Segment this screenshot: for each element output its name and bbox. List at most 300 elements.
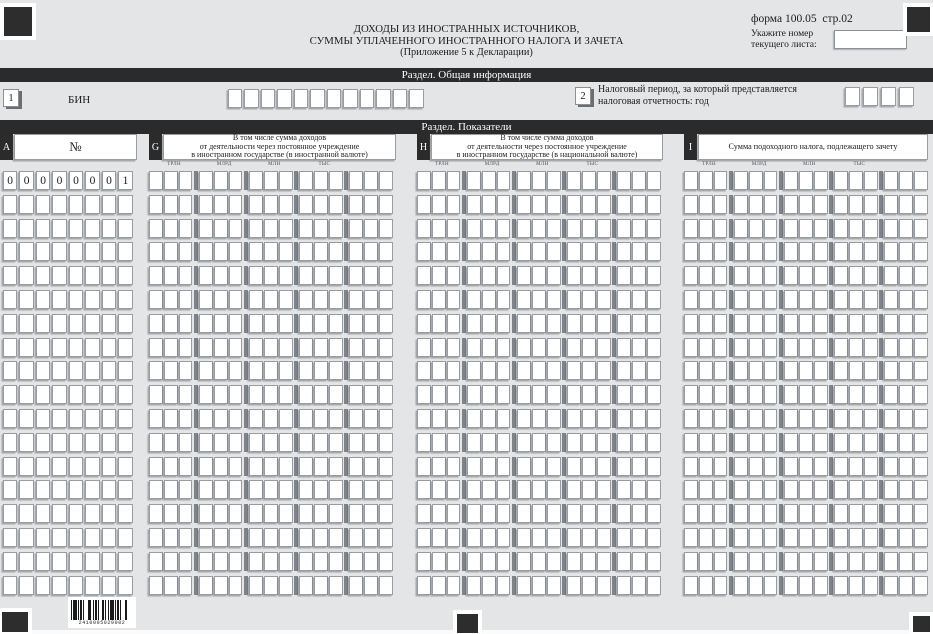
digit-cell[interactable]	[102, 195, 116, 214]
digit-cell[interactable]	[229, 290, 243, 309]
digit-cell[interactable]	[734, 361, 748, 380]
digit-cell[interactable]	[229, 171, 243, 190]
digit-cell[interactable]	[764, 266, 778, 285]
digit-cell[interactable]	[299, 290, 313, 309]
digit-cell[interactable]	[229, 552, 243, 571]
digit-cell[interactable]	[617, 528, 631, 547]
digit-cell[interactable]	[417, 576, 431, 595]
digit-cell[interactable]	[734, 528, 748, 547]
digit-cell[interactable]	[329, 242, 343, 261]
digit-cell[interactable]	[899, 195, 913, 214]
digit-cell[interactable]	[749, 504, 763, 523]
digit-cell[interactable]	[497, 266, 511, 285]
digit-cell[interactable]	[764, 409, 778, 428]
digit-cell[interactable]	[914, 242, 928, 261]
digit-cell[interactable]	[617, 266, 631, 285]
digit-cell[interactable]	[784, 385, 798, 404]
digit-cell[interactable]	[849, 528, 863, 547]
digit-cell[interactable]	[899, 290, 913, 309]
digit-cell[interactable]	[279, 457, 293, 476]
digit-cell[interactable]	[849, 219, 863, 238]
digit-cell[interactable]	[799, 242, 813, 261]
digit-cell[interactable]	[899, 504, 913, 523]
digit-cell[interactable]	[834, 219, 848, 238]
digit-cell[interactable]	[582, 219, 596, 238]
digit-cell[interactable]	[349, 457, 363, 476]
digit-cell[interactable]	[749, 552, 763, 571]
digit-cell[interactable]	[118, 576, 132, 595]
digit-cell[interactable]	[36, 266, 50, 285]
digit-cell[interactable]	[814, 242, 828, 261]
digit-cell[interactable]	[432, 314, 446, 333]
digit-cell[interactable]	[299, 457, 313, 476]
digit-cell[interactable]	[52, 219, 66, 238]
digit-cell[interactable]	[264, 361, 278, 380]
digit-cell[interactable]	[360, 89, 374, 108]
digit-cell[interactable]	[279, 195, 293, 214]
digit-cell[interactable]	[52, 433, 66, 452]
digit-cell[interactable]	[447, 576, 461, 595]
digit-cell[interactable]	[834, 457, 848, 476]
digit-cell[interactable]	[52, 480, 66, 499]
digit-cell[interactable]	[799, 266, 813, 285]
digit-cell[interactable]	[597, 504, 611, 523]
digit-cell[interactable]	[432, 242, 446, 261]
digit-cell[interactable]	[899, 385, 913, 404]
digit-cell[interactable]	[118, 290, 132, 309]
digit-cell[interactable]	[3, 242, 17, 261]
digit-cell[interactable]	[229, 504, 243, 523]
digit-cell[interactable]	[914, 338, 928, 357]
digit-cell[interactable]	[214, 314, 228, 333]
digit-cell[interactable]	[497, 504, 511, 523]
digit-cell[interactable]	[3, 266, 17, 285]
digit-cell[interactable]	[517, 290, 531, 309]
digit-cell[interactable]	[52, 266, 66, 285]
digit-cell[interactable]	[52, 338, 66, 357]
digit-cell[interactable]	[432, 290, 446, 309]
digit-cell[interactable]	[864, 409, 878, 428]
digit-cell[interactable]	[19, 480, 33, 499]
digit-cell[interactable]	[69, 433, 83, 452]
digit-cell[interactable]	[467, 528, 481, 547]
digit-cell[interactable]	[249, 314, 263, 333]
digit-cell[interactable]	[567, 338, 581, 357]
digit-cell[interactable]	[547, 338, 561, 357]
digit-cell[interactable]	[102, 433, 116, 452]
digit-cell[interactable]	[364, 219, 378, 238]
digit-cell[interactable]	[349, 552, 363, 571]
digit-cell[interactable]	[517, 338, 531, 357]
digit-cell[interactable]	[149, 219, 163, 238]
digit-cell[interactable]	[814, 219, 828, 238]
digit-cell[interactable]	[597, 457, 611, 476]
digit-cell[interactable]	[214, 338, 228, 357]
digit-cell[interactable]	[214, 433, 228, 452]
digit-cell[interactable]	[179, 338, 193, 357]
digit-cell[interactable]	[617, 314, 631, 333]
digit-cell[interactable]	[567, 409, 581, 428]
digit-cell[interactable]	[799, 195, 813, 214]
digit-cell[interactable]	[36, 409, 50, 428]
digit-cell[interactable]	[734, 504, 748, 523]
digit-cell[interactable]	[914, 576, 928, 595]
digit-cell[interactable]	[249, 338, 263, 357]
digit-cell[interactable]	[567, 195, 581, 214]
digit-cell[interactable]	[784, 361, 798, 380]
digit-cell[interactable]	[364, 409, 378, 428]
digit-cell[interactable]	[749, 480, 763, 499]
digit-cell[interactable]	[199, 433, 213, 452]
digit-cell[interactable]	[52, 528, 66, 547]
digit-cell[interactable]	[149, 385, 163, 404]
digit-cell[interactable]	[118, 266, 132, 285]
digit-cell[interactable]	[432, 528, 446, 547]
digit-cell[interactable]	[364, 480, 378, 499]
digit-cell[interactable]	[432, 385, 446, 404]
digit-cell[interactable]	[179, 171, 193, 190]
digit-cell[interactable]	[734, 338, 748, 357]
digit-cell[interactable]	[264, 433, 278, 452]
digit-cell[interactable]	[3, 457, 17, 476]
digit-cell[interactable]	[567, 242, 581, 261]
digit-cell[interactable]	[432, 266, 446, 285]
digit-cell[interactable]	[764, 480, 778, 499]
digit-cell[interactable]	[714, 457, 728, 476]
digit-cell[interactable]	[447, 242, 461, 261]
digit-cell[interactable]	[179, 552, 193, 571]
digit-cell[interactable]	[884, 338, 898, 357]
digit-cell[interactable]	[517, 314, 531, 333]
digit-cell[interactable]	[699, 266, 713, 285]
digit-cell[interactable]	[329, 290, 343, 309]
digit-cell[interactable]	[447, 528, 461, 547]
digit-cell[interactable]	[834, 576, 848, 595]
digit-cell[interactable]	[264, 314, 278, 333]
digit-cell[interactable]	[784, 576, 798, 595]
digit-cell[interactable]	[447, 504, 461, 523]
digit-cell[interactable]	[482, 171, 496, 190]
digit-cell[interactable]	[632, 171, 646, 190]
digit-cell[interactable]	[914, 219, 928, 238]
digit-cell[interactable]	[684, 242, 698, 261]
digit-cell[interactable]	[784, 171, 798, 190]
digit-cell[interactable]	[214, 290, 228, 309]
digit-cell[interactable]	[3, 480, 17, 499]
digit-cell[interactable]	[249, 528, 263, 547]
digit-cell[interactable]	[784, 266, 798, 285]
digit-cell[interactable]	[214, 552, 228, 571]
digit-cell[interactable]	[517, 409, 531, 428]
digit-cell[interactable]	[314, 290, 328, 309]
digit-cell[interactable]	[279, 409, 293, 428]
digit-cell[interactable]	[714, 338, 728, 357]
digit-cell[interactable]	[849, 433, 863, 452]
digit-cell[interactable]	[899, 457, 913, 476]
digit-cell[interactable]	[52, 576, 66, 595]
digit-cell[interactable]	[914, 361, 928, 380]
digit-cell[interactable]	[684, 314, 698, 333]
digit-cell[interactable]	[617, 504, 631, 523]
digit-cell[interactable]	[149, 242, 163, 261]
digit-cell[interactable]	[376, 89, 390, 108]
digit-cell[interactable]	[834, 266, 848, 285]
digit-cell[interactable]	[417, 361, 431, 380]
digit-cell[interactable]	[849, 576, 863, 595]
digit-cell[interactable]	[632, 266, 646, 285]
digit-cell[interactable]	[467, 361, 481, 380]
digit-cell[interactable]	[699, 528, 713, 547]
digit-cell[interactable]	[329, 409, 343, 428]
digit-cell[interactable]	[784, 195, 798, 214]
digit-cell[interactable]	[19, 361, 33, 380]
digit-cell[interactable]	[567, 314, 581, 333]
digit-cell[interactable]	[364, 290, 378, 309]
digit-cell[interactable]	[69, 219, 83, 238]
digit-cell[interactable]	[447, 219, 461, 238]
digit-cell[interactable]	[85, 290, 99, 309]
digit-cell[interactable]	[497, 409, 511, 428]
digit-cell[interactable]	[228, 89, 242, 108]
digit-cell[interactable]	[69, 409, 83, 428]
digit-cell[interactable]	[914, 504, 928, 523]
digit-cell[interactable]	[799, 385, 813, 404]
digit-cell[interactable]	[482, 195, 496, 214]
digit-cell[interactable]	[864, 480, 878, 499]
digit-cell[interactable]	[432, 552, 446, 571]
digit-cell[interactable]	[264, 480, 278, 499]
digit-cell[interactable]	[597, 385, 611, 404]
digit-cell[interactable]	[899, 338, 913, 357]
digit-cell[interactable]	[19, 314, 33, 333]
digit-cell[interactable]	[734, 242, 748, 261]
digit-cell[interactable]	[349, 361, 363, 380]
digit-cell[interactable]	[834, 409, 848, 428]
digit-cell[interactable]	[417, 385, 431, 404]
digit-cell[interactable]	[85, 504, 99, 523]
digit-cell[interactable]	[349, 480, 363, 499]
digit-cell[interactable]	[617, 290, 631, 309]
digit-cell[interactable]	[261, 89, 275, 108]
digit-cell[interactable]	[799, 457, 813, 476]
digit-cell[interactable]	[249, 266, 263, 285]
digit-cell[interactable]	[102, 457, 116, 476]
digit-cell[interactable]	[364, 314, 378, 333]
digit-cell[interactable]	[749, 409, 763, 428]
digit-cell[interactable]	[249, 242, 263, 261]
digit-cell[interactable]	[834, 290, 848, 309]
digit-cell[interactable]	[814, 457, 828, 476]
digit-cell[interactable]	[914, 266, 928, 285]
digit-cell[interactable]	[102, 338, 116, 357]
digit-cell[interactable]	[482, 361, 496, 380]
digit-cell[interactable]	[849, 409, 863, 428]
digit-cell[interactable]	[379, 219, 393, 238]
digit-cell[interactable]	[597, 219, 611, 238]
digit-cell[interactable]	[447, 266, 461, 285]
digit-cell[interactable]	[179, 195, 193, 214]
digit-cell[interactable]	[749, 195, 763, 214]
digit-cell[interactable]	[214, 480, 228, 499]
digit-cell[interactable]	[214, 171, 228, 190]
digit-cell[interactable]	[417, 409, 431, 428]
digit-cell[interactable]	[314, 314, 328, 333]
digit-cell[interactable]	[734, 314, 748, 333]
digit-cell[interactable]	[734, 409, 748, 428]
digit-cell[interactable]	[279, 219, 293, 238]
digit-cell[interactable]	[179, 576, 193, 595]
digit-cell[interactable]	[349, 433, 363, 452]
digit-cell[interactable]	[749, 219, 763, 238]
digit-cell[interactable]	[264, 219, 278, 238]
digit-cell[interactable]	[864, 195, 878, 214]
digit-cell[interactable]	[597, 171, 611, 190]
digit-cell[interactable]	[179, 504, 193, 523]
digit-cell[interactable]	[517, 480, 531, 499]
digit-cell[interactable]	[19, 290, 33, 309]
digit-cell[interactable]	[864, 528, 878, 547]
digit-cell[interactable]	[149, 195, 163, 214]
digit-cell[interactable]	[179, 433, 193, 452]
digit-cell[interactable]	[497, 314, 511, 333]
digit-cell[interactable]	[214, 266, 228, 285]
digit-cell[interactable]	[314, 242, 328, 261]
digit-cell[interactable]	[582, 266, 596, 285]
digit-cell[interactable]	[36, 552, 50, 571]
digit-cell[interactable]	[229, 219, 243, 238]
digit-cell[interactable]	[279, 528, 293, 547]
digit-cell[interactable]	[299, 409, 313, 428]
digit-cell[interactable]	[179, 385, 193, 404]
digit-cell[interactable]	[264, 504, 278, 523]
digit-cell[interactable]	[632, 338, 646, 357]
digit-cell[interactable]	[914, 457, 928, 476]
digit-cell[interactable]	[617, 480, 631, 499]
digit-cell[interactable]	[864, 219, 878, 238]
digit-cell[interactable]	[699, 314, 713, 333]
digit-cell[interactable]	[417, 528, 431, 547]
digit-cell[interactable]	[834, 361, 848, 380]
digit-cell[interactable]	[849, 385, 863, 404]
digit-cell[interactable]	[279, 504, 293, 523]
digit-cell[interactable]	[149, 290, 163, 309]
digit-cell[interactable]	[379, 528, 393, 547]
digit-cell[interactable]	[532, 361, 546, 380]
digit-cell[interactable]	[69, 242, 83, 261]
digit-cell[interactable]	[149, 528, 163, 547]
digit-cell[interactable]	[264, 171, 278, 190]
digit-cell[interactable]	[914, 195, 928, 214]
digit-cell[interactable]	[327, 89, 341, 108]
digit-cell[interactable]	[85, 195, 99, 214]
digit-cell[interactable]	[164, 433, 178, 452]
digit-cell[interactable]	[814, 433, 828, 452]
digit-cell[interactable]	[597, 433, 611, 452]
digit-cell[interactable]	[532, 457, 546, 476]
digit-cell[interactable]	[582, 361, 596, 380]
digit-cell[interactable]	[329, 528, 343, 547]
digit-cell[interactable]	[597, 338, 611, 357]
digit-cell[interactable]	[379, 457, 393, 476]
digit-cell[interactable]	[582, 552, 596, 571]
digit-cell[interactable]	[749, 385, 763, 404]
digit-cell[interactable]	[314, 457, 328, 476]
digit-cell[interactable]	[164, 385, 178, 404]
digit-cell[interactable]	[36, 576, 50, 595]
digit-cell[interactable]	[432, 457, 446, 476]
digit-cell[interactable]	[199, 480, 213, 499]
digit-cell[interactable]	[884, 480, 898, 499]
digit-cell[interactable]	[279, 552, 293, 571]
digit-cell[interactable]	[118, 195, 132, 214]
digit-cell[interactable]	[764, 361, 778, 380]
digit-cell[interactable]	[734, 195, 748, 214]
digit-cell[interactable]	[517, 576, 531, 595]
digit-cell[interactable]	[379, 480, 393, 499]
digit-cell[interactable]	[69, 576, 83, 595]
digit-cell[interactable]	[299, 552, 313, 571]
digit-cell[interactable]	[914, 528, 928, 547]
digit-cell[interactable]	[299, 504, 313, 523]
digit-cell[interactable]	[299, 576, 313, 595]
digit-cell[interactable]	[467, 266, 481, 285]
digit-cell[interactable]	[214, 385, 228, 404]
digit-cell[interactable]	[199, 314, 213, 333]
digit-cell[interactable]	[294, 89, 308, 108]
digit-cell[interactable]	[249, 290, 263, 309]
digit-cell[interactable]	[417, 219, 431, 238]
digit-cell[interactable]	[19, 242, 33, 261]
digit-cell[interactable]	[118, 433, 132, 452]
digit-cell[interactable]	[279, 171, 293, 190]
digit-cell[interactable]	[582, 385, 596, 404]
digit-cell[interactable]	[567, 552, 581, 571]
digit-cell[interactable]	[482, 480, 496, 499]
digit-cell[interactable]	[249, 552, 263, 571]
digit-cell[interactable]	[310, 89, 324, 108]
digit-cell[interactable]	[784, 338, 798, 357]
digit-cell[interactable]	[279, 361, 293, 380]
digit-cell[interactable]	[864, 457, 878, 476]
digit-cell[interactable]	[814, 409, 828, 428]
digit-cell[interactable]	[69, 504, 83, 523]
digit-cell[interactable]	[699, 242, 713, 261]
digit-cell[interactable]	[884, 242, 898, 261]
digit-cell[interactable]	[632, 409, 646, 428]
digit-cell[interactable]	[102, 385, 116, 404]
digit-cell[interactable]	[149, 552, 163, 571]
digit-cell[interactable]	[582, 290, 596, 309]
digit-cell[interactable]	[547, 576, 561, 595]
digit-cell[interactable]	[482, 242, 496, 261]
digit-cell[interactable]	[764, 314, 778, 333]
digit-cell[interactable]	[364, 171, 378, 190]
digit-cell[interactable]	[714, 171, 728, 190]
digit-cell[interactable]	[379, 433, 393, 452]
digit-cell[interactable]	[532, 480, 546, 499]
digit-cell[interactable]	[52, 242, 66, 261]
digit-cell[interactable]	[199, 171, 213, 190]
digit-cell[interactable]	[567, 385, 581, 404]
digit-cell[interactable]	[467, 576, 481, 595]
digit-cell[interactable]	[764, 290, 778, 309]
digit-cell[interactable]	[164, 409, 178, 428]
digit-cell[interactable]	[19, 433, 33, 452]
digit-cell[interactable]	[467, 290, 481, 309]
digit-cell[interactable]	[467, 552, 481, 571]
digit-cell[interactable]	[432, 433, 446, 452]
digit-cell[interactable]	[447, 385, 461, 404]
